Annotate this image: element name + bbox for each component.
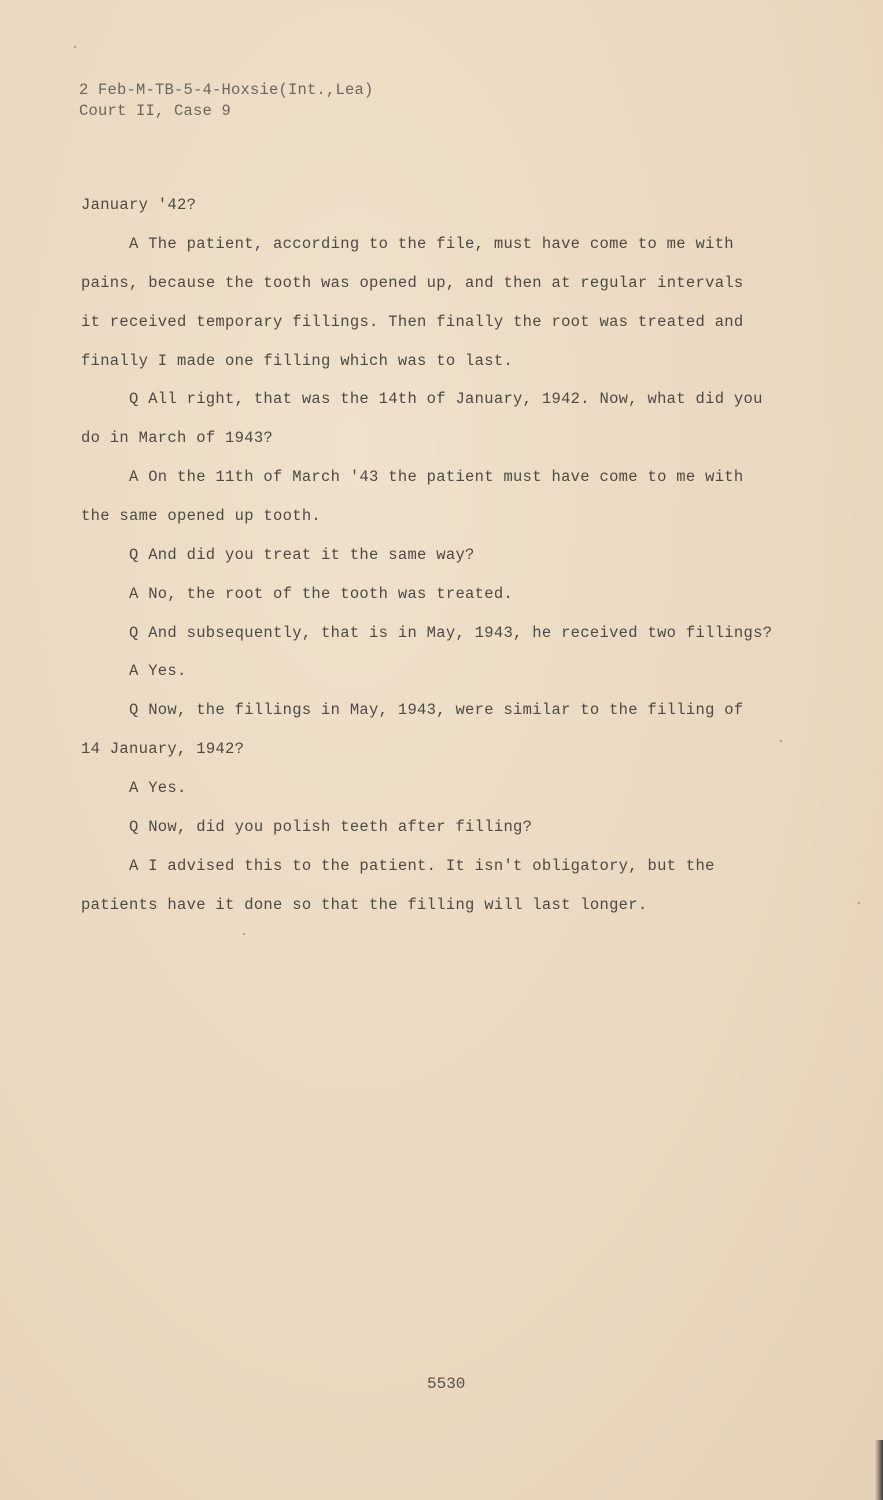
paper-speck <box>243 933 245 935</box>
transcript-line: A On the 11th of March '43 the patient must have come to me with <box>129 468 744 486</box>
paper-speck <box>74 46 76 48</box>
transcript-line: Q Now, the fillings in May, 1943, were similar to the filling of <box>129 701 744 719</box>
transcript-line: patients have it done so that the filling will last longer. <box>81 896 648 914</box>
transcript-line: A Yes. <box>129 779 187 797</box>
document-header <box>79 80 374 122</box>
paper-speck <box>780 740 782 742</box>
transcript-line: Q And did you treat it the same way? <box>129 546 475 564</box>
header-court-case: Court II, Case 9 <box>79 102 232 120</box>
transcript-line: A Yes. <box>129 662 187 680</box>
transcript-line: A I advised this to the patient. It isn't obligatory, but the <box>129 857 715 875</box>
transcript-line: January '42? <box>81 196 197 214</box>
transcript-line: Q And subsequently, that is in May, 1943, he received two fillings? <box>129 624 773 642</box>
page-number: 5530 <box>427 1375 466 1393</box>
header-reference: 2 Feb-M-TB-5-4-Hoxsie(Int.,Lea) <box>79 81 374 99</box>
transcript-line: Q Now, did you polish teeth after filling? <box>129 818 533 836</box>
transcript-line: 14 January, 1942? <box>81 740 245 758</box>
transcript-line: A The patient, according to the file, must have come to me with <box>129 235 734 253</box>
transcript-line: the same opened up tooth. <box>81 507 322 525</box>
transcript-line: finally I made one filling which was to last. <box>81 352 514 370</box>
transcript-line: it received temporary fillings. Then finally the root was treated and <box>81 313 744 331</box>
transcript-line: do in March of 1943? <box>81 429 274 447</box>
transcript-line: pains, because the tooth was opened up, and then at regular intervals <box>81 274 744 292</box>
paper-speck <box>858 902 860 904</box>
page-edge-shadow <box>875 1440 883 1500</box>
transcript-line: A No, the root of the tooth was treated. <box>129 585 514 603</box>
transcript-line: Q All right, that was the 14th of January, 1942. Now, what did you <box>129 390 763 408</box>
